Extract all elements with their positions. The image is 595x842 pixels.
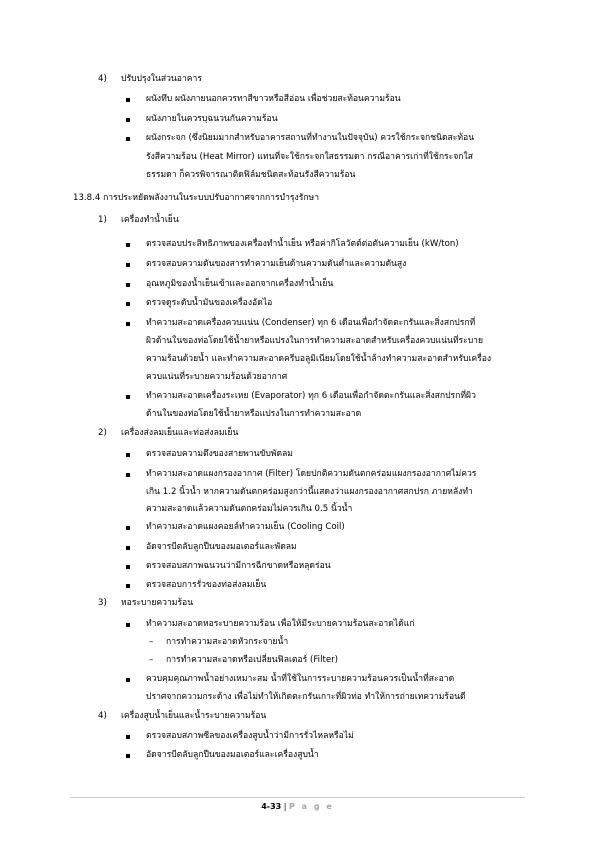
item-number: 3) bbox=[98, 598, 107, 608]
item-title: เครื่องส่งลมเย็นและท่อส่งลมเย็น bbox=[121, 428, 239, 438]
dash-icon: – bbox=[149, 655, 154, 665]
page-label: P a g e bbox=[289, 802, 334, 811]
bullet-icon bbox=[126, 735, 130, 739]
bullet-icon bbox=[126, 565, 130, 569]
list-item: ตรวจสอบความตึงของสายพานขับพัดลม bbox=[146, 449, 293, 459]
list-item: ตรวจสอบการรั่วของท่อส่งลมเย็น bbox=[146, 580, 267, 590]
list-item-continuation: ปราศจากความกระด้าง เพื่อไม่ทำให้เกิดตะกรันเกาะที่ผิวท่อ ทำให้การถ่ายเทความร้อนดี bbox=[146, 692, 466, 702]
section-heading: 13.8.4 การประหยัดพลังงานในระบบปรับอากาศจากการบำรุงรักษา bbox=[73, 193, 320, 203]
list-item: ตรวจสอบสภาพซีลของเครื่องสูบน้ำว่ามีการรั่วไหลหรือไม่ bbox=[146, 731, 354, 741]
bullet-icon bbox=[126, 395, 130, 399]
list-item-continuation: ธรรมดา ก็ควรพิจารณาติดฟิล์มชนิดสะท้อนรังสีความร้อน bbox=[146, 170, 356, 180]
list-item: ผนังภายในควรบุฉนวนกันความร้อน bbox=[146, 114, 278, 124]
page-footer bbox=[0, 802, 595, 812]
bullet-icon bbox=[126, 263, 130, 267]
bullet-icon bbox=[126, 623, 130, 627]
list-item: ควบคุมคุณภาพน้ำอย่างเหมาะสม น้ำที่ใช้ในการระบายความร้อนควรเป็นน้ำที่สะอาด bbox=[146, 674, 455, 684]
list-item: ทำความสะอาดแผงกรองอากาศ (Filter) โดยปกติความดันตกคร่อมแผงกรองอากาศไม่ควร bbox=[146, 469, 477, 479]
sub-list-item: การทำความสะอาดหรือเปลี่ยนฟิลเตอร์ (Filter) bbox=[166, 655, 339, 665]
bullet-icon bbox=[126, 453, 130, 457]
list-item: อัดจารบีตลับลูกปืนของมอเตอร์และเครื่องสูบน้ำ bbox=[146, 750, 319, 760]
footer-separator: | bbox=[283, 802, 287, 811]
item-number: 2) bbox=[98, 428, 107, 438]
bullet-icon bbox=[126, 526, 130, 530]
item-number: 4) bbox=[98, 74, 107, 84]
item-title: เครื่องทำน้ำเย็น bbox=[121, 215, 179, 225]
bullet-icon bbox=[126, 678, 130, 682]
bullet-icon bbox=[126, 473, 130, 477]
list-item: ตรวจสอบประสิทธิภาพของเครื่องทำน้ำเย็น หรือค่ากิโลวัตต์ต่อตันความเย็น (kW/ton) bbox=[146, 239, 459, 249]
list-item: ทำความสะอาดเครื่องควบแน่น (Condenser) ทุก 6 เดือนเพื่อกำจัดตะกรันและสิ่งสกปรกที่ bbox=[146, 318, 476, 328]
item-number: 4) bbox=[98, 711, 107, 721]
bullet-icon bbox=[126, 322, 130, 326]
item-title: เครื่องสูบน้ำเย็นและน้ำระบายความร้อน bbox=[121, 711, 267, 721]
list-item: ทำความสะอาดแผงคอยล์ทำความเย็น (Cooling Coil) bbox=[146, 522, 345, 532]
list-item: ทำความสะอาดหอระบายความร้อน เพื่อให้มีระบายความร้อนสะอาดได้แก่ bbox=[146, 619, 415, 629]
dash-icon: – bbox=[149, 637, 154, 647]
bullet-icon bbox=[126, 118, 130, 122]
list-item: อุณหภูมิของน้ำเย็นเข้าและออกจากเครื่องทำน้ำเย็น bbox=[146, 279, 334, 289]
bullet-icon bbox=[126, 754, 130, 758]
bullet-icon bbox=[126, 243, 130, 247]
footer-divider bbox=[70, 797, 525, 798]
list-item-continuation: ความร้อนด้วยน้ำ และทำความสะอาดครีบอลูมิเนียมโดยใช้น้ำล้างทำความสะอาดสำหรับเครื่อง bbox=[146, 354, 492, 364]
item-number: 1) bbox=[98, 215, 107, 225]
list-item: ตรวจดูระดับน้ำมันของเครื่องอัดไอ bbox=[146, 298, 273, 308]
bullet-icon bbox=[126, 283, 130, 287]
item-title: หอระบายความร้อน bbox=[121, 598, 194, 608]
item-title: ปรับปรุงในส่วนอาคาร bbox=[121, 74, 202, 84]
bullet-icon bbox=[126, 137, 130, 141]
list-item: ตรวจสอบความดันของสารทำความเย็นด้านความดันต่ำและความดันสูง bbox=[146, 259, 407, 269]
list-item-continuation: เกิน 1.2 นิ้วน้ำ หากความดันตกคร่อมสูงกว่านี้แสดงว่าแผงกรองอากาศสกปรก ภายหลังทำ bbox=[146, 487, 473, 497]
list-item-continuation: ผิวด้านในของท่อโดยใช้น้ำยาหรือแปรงในการทำความสะอาดสำหรับเครื่องควบแน่นที่ระบาย bbox=[146, 336, 484, 346]
bullet-icon bbox=[126, 302, 130, 306]
list-item-continuation: ความสะอาดแล้วความดันตกคร่อมไม่ควรเกิน 0.5 นิ้วน้ำ bbox=[146, 504, 353, 514]
page-number: 4-33 bbox=[261, 802, 282, 811]
bullet-icon bbox=[126, 98, 130, 102]
list-item-continuation: รังสีความร้อน (Heat Mirror) แทนที่จะใช้กระจกใสธรรมดา กรณีอาคารเก่าที่ใช้กระจกใส bbox=[146, 152, 473, 162]
list-item: ผนังทึบ ผนังภายนอกควรทาสีขาวหรือสีอ่อน เพื่อช่วยสะท้อนความร้อน bbox=[146, 94, 401, 104]
list-item: ทำความสะอาดเครื่องระเหย (Evaporator) ทุก 6 เดือนเพื่อกำจัดตะกรันและสิ่งสกปรกที่ผิว bbox=[146, 391, 476, 401]
sub-list-item: การทำความสะอาดหัวกระจายน้ำ bbox=[166, 637, 289, 647]
list-item: ผนังกระจก (ซึ่งนิยมมากสำหรับอาคารสถานที่ทำงานในปัจจุบัน) ควรใช้กระจกชนิดสะท้อน bbox=[146, 133, 475, 143]
list-item-continuation: ด้านในของท่อโดยใช้น้ำยาหรือแปรงในการทำความสะอาด bbox=[146, 409, 362, 419]
bullet-icon bbox=[126, 584, 130, 588]
list-item: อัดจารบีตลับลูกปืนของมอเตอร์และพัดลม bbox=[146, 542, 297, 552]
list-item: ตรวจสอบสภาพฉนวนว่ามีการฉีกขาดหรือหลุดร่อน bbox=[146, 561, 331, 571]
list-item-continuation: ควบแน่นที่ระบายความร้อนด้วยอากาศ bbox=[146, 372, 288, 382]
bullet-icon bbox=[126, 546, 130, 550]
